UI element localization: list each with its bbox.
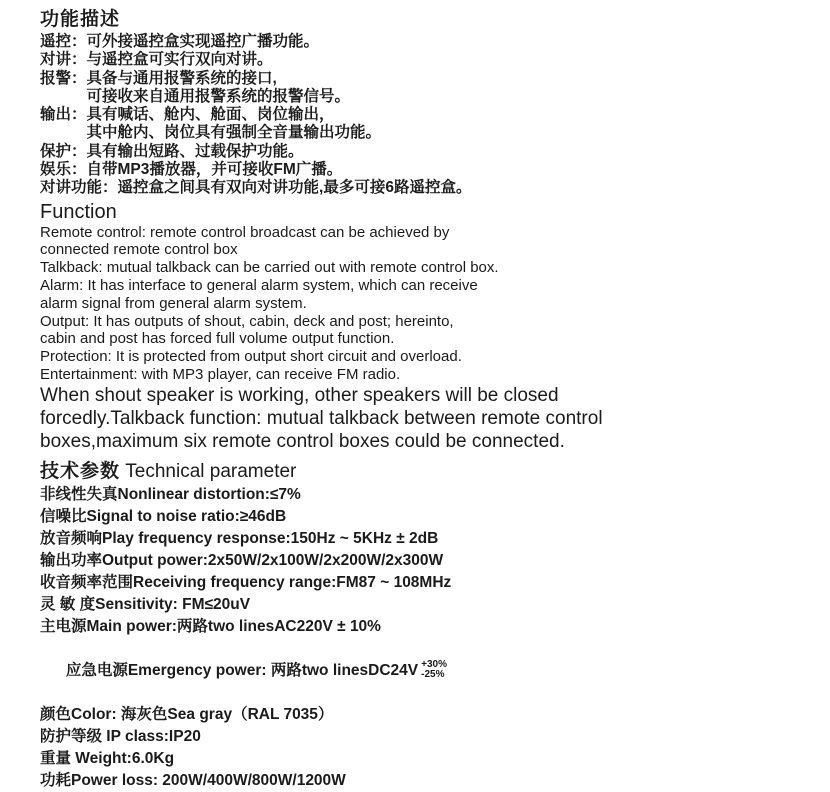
function-en-heading: Function: [40, 200, 117, 223]
function-en-line: Output: It has outputs of shout, cabin, deck and post; hereinto,: [40, 312, 454, 330]
tech-line-main-power: 主电源Main power:两路two linesAC220V ± 10%: [40, 617, 381, 635]
function-en-line: cabin and post has forced full volume output function.: [40, 330, 395, 348]
tech-line-power-loss: 功耗Power loss: 200W/400W/800W/1200W: [40, 771, 346, 789]
function-en-line: Talkback: mutual talkback can be carried out with remote control box.: [40, 259, 499, 277]
function-cn-item-label: 对讲：: [40, 51, 87, 69]
function-en-line: Remote control: remote control broadcast can be achieved by: [40, 223, 450, 241]
function-cn-item-line: 可外接遥控盒实现遥控广播功能。: [86, 33, 320, 50]
technical-heading: [40, 460, 800, 484]
emergency-power-tolerance: [421, 660, 447, 680]
function-cn-item-label: 保护：: [40, 142, 87, 160]
tech-line-emergency-power-text: 应急电源Emergency power: 两路two linesDC24V: [65, 661, 419, 679]
function-cn-item-label: 遥控：: [40, 33, 87, 50]
function-cn-item-line: 遥控盒之间具有双向对讲功能,最多可接6路遥控盒。: [117, 179, 472, 197]
function-en-emphasis-line: forcedly.Talkback function: mutual talkback between remote control: [40, 407, 603, 429]
function-en-line: Protection: It is protected from output short circuit and overload.: [40, 348, 462, 366]
function-en-line: alarm signal from general alarm system.: [40, 294, 307, 312]
tech-line-receiving-frequency-range: 收音频率范围Receiving frequency range:FM87 ~ 108MHz: [40, 573, 452, 591]
function-en-line: connected remote control box: [40, 241, 238, 259]
function-cn-item-label: 报警：: [40, 69, 87, 87]
tech-line-nonlinear-distortion: 非线性失真Nonlinear distortion:≤7%: [40, 485, 301, 503]
tech-line-output-power: 输出功率Output power:2x50W/2x100W/2x200W/2x300W: [40, 551, 444, 569]
function-cn-item-alarm: [40, 70, 800, 107]
tech-line-weight: 重量 Weight:6.0Kg: [40, 749, 175, 767]
function-cn-item-line: 具备与通用报警系统的接口,: [86, 69, 277, 87]
function-cn-heading: 功能描述: [40, 9, 121, 30]
tolerance-bottom: -25%: [421, 668, 445, 680]
function-cn-item-talkback: [40, 51, 800, 69]
function-cn-item-line: 自带MP3播放器，并可接收FM广播。: [86, 161, 343, 179]
function-en-line: Alarm: It has interface to general alarm system, which can receive: [40, 277, 478, 295]
function-en-emphasis: [40, 384, 800, 453]
function-cn-item-label: 娱乐：: [40, 161, 87, 179]
function-cn-item-entertainment: [40, 161, 800, 179]
technical-heading-cn: 技术参数: [40, 460, 121, 482]
technical-section: [40, 460, 800, 792]
function-en-emphasis-line: boxes,maximum six remote control boxes could be connected.: [40, 430, 565, 452]
tech-line-ip-class: 防护等级 IP class:IP20: [40, 727, 201, 745]
function-en-emphasis-line: When shout speaker is working, other speakers will be closed: [40, 384, 559, 406]
function-cn-item-label: 对讲功能：: [40, 179, 118, 197]
function-en-section: [40, 201, 800, 453]
tech-line-signal-noise-ratio: 信噪比Signal to noise ratio:≥46dB: [40, 507, 287, 525]
function-en-line: Entertainment: with MP3 player, can receive FM radio.: [40, 366, 401, 384]
function-cn-item-remote: [40, 33, 800, 51]
function-cn-item-talkback-function: [40, 179, 800, 197]
function-cn-section: [40, 8, 800, 198]
function-cn-item-line: 可接收来自通用报警系统的报警信号。: [86, 87, 351, 105]
function-cn-item-protection: [40, 143, 800, 161]
tech-line-color: 颜色Color: 海灰色Sea gray（RAL 7035）: [40, 705, 334, 723]
tech-line-sensitivity: 灵 敏 度Sensitivity: FM≤20uV: [40, 595, 251, 613]
function-cn-item-line: 其中舱内、岗位具有强制全音量输出功能。: [86, 124, 382, 142]
function-cn-item-label: 输出：: [40, 106, 87, 124]
tech-line-play-frequency-response: 放音频响Play frequency response:150Hz ~ 5KHz ± 2dB: [40, 529, 439, 547]
technical-heading-en: Technical parameter: [120, 460, 297, 482]
function-cn-item-output: [40, 106, 800, 143]
tech-line-emergency-power: [40, 638, 800, 704]
tolerance-top: +30%: [421, 658, 447, 670]
function-cn-item-line: 具有喊话、舱内、舱面、岗位输出，: [86, 106, 335, 124]
function-cn-item-line: 与遥控盒可实行双向对讲。: [86, 51, 273, 69]
function-cn-item-line: 具有输出短路、过载保护功能。: [86, 142, 304, 160]
